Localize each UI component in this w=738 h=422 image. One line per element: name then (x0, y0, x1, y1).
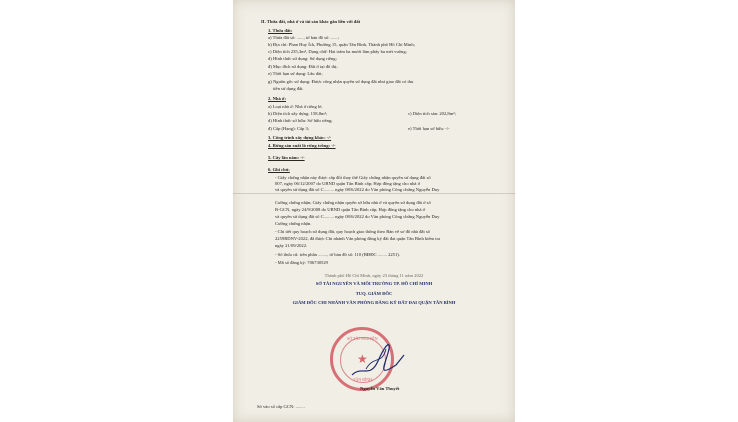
land-term: e) Thời hạn sử dụng: Lâu dài; (268, 71, 323, 76)
director-title: GIÁM ĐỐC CHI NHÁNH VĂN PHÒNG ĐĂNG KÝ ĐẤT ĐAI QUẬN TÂN BÌNH (292, 300, 456, 305)
note-line: - Giấy chứng nhận này được cấp đổi thay thế Giấy chứng nhận quyền sử dụng đất số (275, 175, 431, 180)
place-date: Thành phố Hồ Chí Minh, ngày 23 tháng 11 năm 2022 (324, 273, 424, 278)
fold-line (233, 193, 515, 194)
note-line: và quyền sử dụng đất số C......... ngày 08/6/2022 do Văn phòng Công chứng Nguyễn Duy (275, 214, 440, 219)
note-line: 007, ngày 06/12/2007 do UBND quận Tân Bình cấp; Hợp đồng tặng cho nhà ở (275, 181, 420, 186)
certificate-page (233, 0, 515, 422)
land-plot-no: a) Thửa đất số: ......, tờ bản đồ số: ......; (268, 35, 339, 40)
seal-top-text: SỞ TÀI NGUYÊN (347, 336, 378, 341)
house-floor-area: c) Diện tích sàn: 202,8m²; (408, 111, 456, 116)
signature-icon (348, 335, 408, 385)
house-grade: đ) Cấp (Hạng): Cấp 3; (268, 126, 310, 131)
on-behalf: TUQ. GIÁM ĐỐC (355, 291, 393, 296)
section-header: II. Thửa đất, nhà ở và tài sản khác gắn liền với đất (261, 19, 361, 24)
land-area: c) Diện tích 235,3m², Dạng chữ: Hai trăm ba mươi lăm phẩy ba mét vuông; (268, 49, 407, 54)
house-build-area: b) Diện tích xây dựng: 158,8m²; (268, 111, 328, 116)
note-line: Cường chứng nhận. (275, 221, 312, 226)
seal-star-icon: ★ (357, 352, 368, 366)
land-heading: 1. Thửa đất: (268, 28, 293, 33)
note-line: 2259BDNV-2022, đã được Chi nhánh Văn phòng đăng ký đất đai quận Tân Bình kiểm tra (275, 236, 441, 241)
note-line: và quyền sử dụng đất số C......... ngày 08/6/2022 do Văn phòng Công chứng Nguyễn Duy (275, 187, 440, 192)
trees-heading: 5. Cây lâu năm: -/- (268, 155, 305, 160)
note-line: Cường chứng nhận; Giấy chứng nhận quyền sở hữu nhà ở và quyền sử dụng đất ở số (275, 200, 431, 205)
department-name: SỞ TÀI NGUYÊN VÀ MÔI TRƯỜNG TP. HỒ CHÍ MINH (315, 281, 433, 286)
note-line: ngày 21/09/2022. (275, 243, 308, 248)
house-type: a) Loại nhà ở: Nhà ở riêng lẻ; (268, 104, 323, 109)
signer-name: Nguyễn Văn Thuyết (360, 386, 400, 391)
land-use-form: d) Hình thức sử dụng: Sử dụng riêng; (268, 56, 337, 61)
land-address: b) Địa chỉ: Phan Huy Ích, Phường 15, quận Tân Bình, Thành phố Hồ Chí Minh; (268, 42, 415, 47)
note-line: - Chi tiết quy hoạch sử dụng đất, quy hoạch giao thông theo Bản vẽ sơ đồ nhà đất số (275, 229, 430, 234)
seal-bottom-text: TÂN BÌNH (353, 377, 372, 382)
notes-heading: 6. Ghi chú: (268, 167, 290, 172)
land-origin-1: g) Nguồn gốc sử dụng: Được công nhận quyền sử dụng đất như giao đất có thu (268, 79, 414, 84)
house-heading: 2. Nhà ở: (268, 96, 286, 101)
note-line: - Số thửa cũ: trên phần ........, tờ bản đồ số: 110 (BĐĐC ........ 2251). (275, 252, 400, 257)
works-heading: 3. Công trình xây dựng khác: -/- (268, 135, 332, 140)
forest-heading: 4. Rừng sản xuất là rừng trồng: -/- (268, 143, 336, 148)
certificate-register-no: Số vào sổ cấp GCN: ........ (257, 404, 305, 409)
land-purpose: đ) Mục đích sử dụng: Đất ở tại đô thị; (268, 64, 338, 69)
note-line: - Mã số đăng ký: 706730529 (275, 260, 328, 265)
house-ownership: d) Hình thức sở hữu: Sở hữu riêng; (268, 118, 333, 123)
house-term: e) Thời hạn sở hữu: -/- (408, 126, 450, 131)
note-line: B-GCN, ngày 24/9/2008 do UBND quận Tân Bình cấp; Hợp đồng tặng cho nhà ở (275, 207, 426, 212)
land-origin-2: tiền sử dụng đất. (273, 86, 304, 91)
